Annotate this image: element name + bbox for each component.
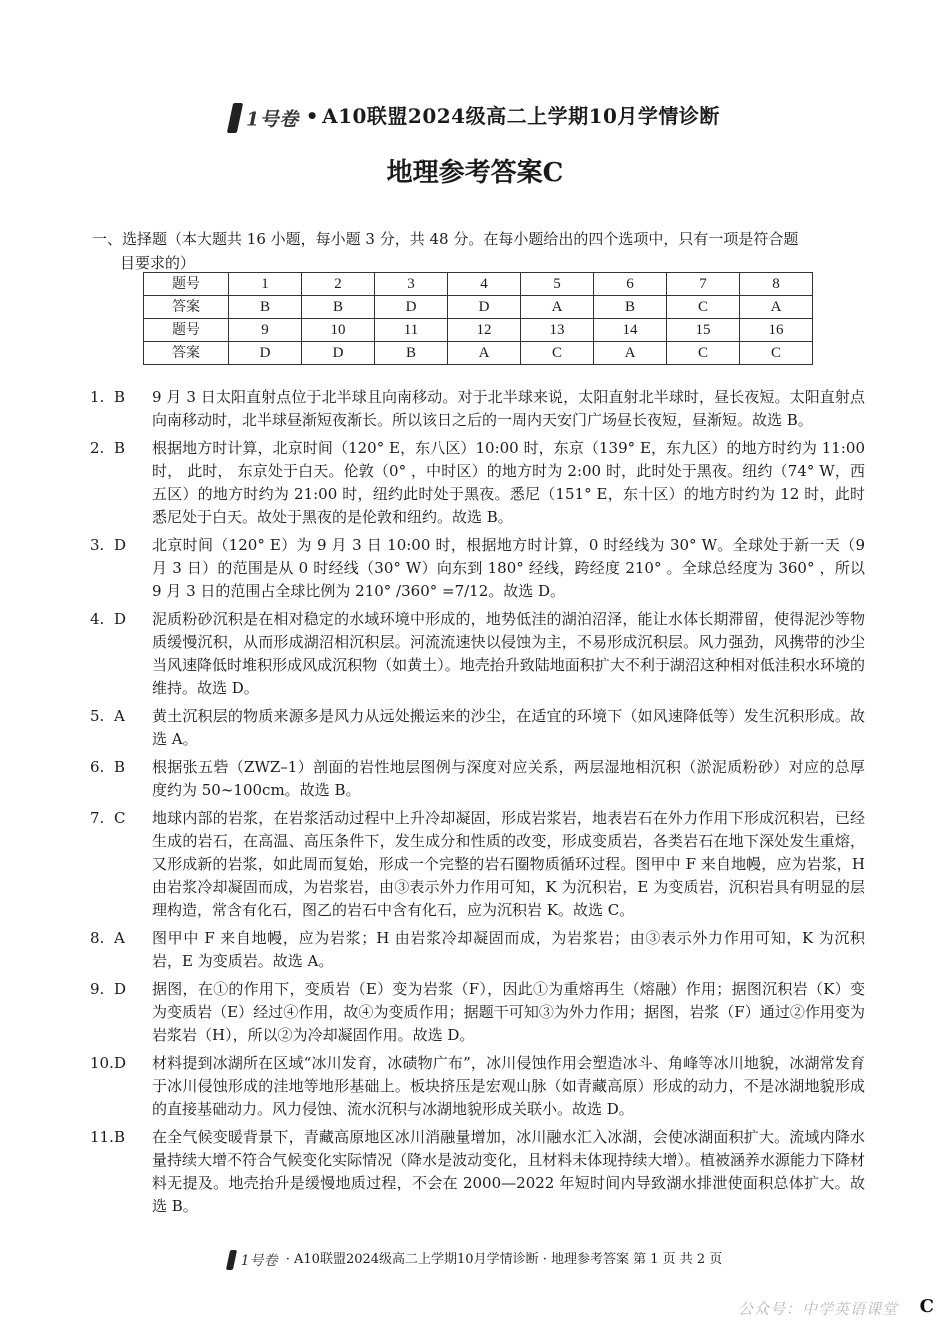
cell: C (667, 342, 740, 365)
cell: A (448, 342, 521, 365)
cell: 13 (521, 319, 594, 342)
item-number: 9. (90, 980, 105, 998)
item-text: 黄土沉积层的物质来源多是风力从远处搬运来的沙尘，在适宜的环境下（如风速降低等）发生沉积形成。故选 A。 (152, 707, 865, 748)
footer-brand-text: 1号卷 (240, 1252, 278, 1269)
item-text: 9 月 3 日太阳直射点位于北半球且向南移动。对于北半球来说，太阳直射北半球时，昼长夜短。太阳直射点向南移动时，北半球昼渐短夜渐长。所以该日之后的一周内天安门广场昼长夜短，昼渐短。故选 B。 (152, 388, 865, 429)
brand-mark-icon (227, 103, 243, 133)
explanation-item (90, 608, 865, 700)
brand-mark-icon (226, 1250, 237, 1270)
row-label: 答案 (144, 296, 229, 319)
cell: D (229, 342, 302, 365)
explanation-item (90, 978, 865, 1047)
explanation-item (90, 705, 865, 751)
section-heading-line1: 一、选择题（本大题共 16 小题，每小题 3 分，共 48 分。在每小题给出的四个选项中，只有一项是符合题 (92, 230, 799, 248)
item-number: 2. (90, 439, 105, 457)
item-text: 泥质粉砂沉积是在相对稳定的水域环境中形成的，地势低洼的湖泊沼泽，能让水体长期滞留，使得泥沙等物质缓慢沉积，从而形成湖沼相沉积层。河流流速快以侵蚀为主，不易形成沉积层。风力强劲，风携带的沙尘当风速降低时堆积形成风成沉积物（如黄土）。地壳抬升致陆地面积扩大不利于湖沼这种相对低洼积水环境的维持。故选 D。 (152, 610, 865, 697)
explanation-item (90, 807, 865, 922)
page-title: 地理参考答案C (386, 158, 564, 188)
cell: B (229, 296, 302, 319)
item-number: 8. (90, 929, 105, 947)
item-number: 11. (90, 1128, 114, 1146)
item-text: 根据张五砦（ZWZ–1）剖面的岩性地层图例与深度对应关系，两层湿地相沉积（淤泥质粉砂）对应的总厚度约为 50~100cm。故选 B。 (152, 758, 865, 799)
section-heading-line2: 目要求的） (120, 254, 196, 272)
cell: C (667, 296, 740, 319)
cell: A (521, 296, 594, 319)
cell: C (521, 342, 594, 365)
explanation-item (90, 756, 865, 802)
brand-text: 1号卷 (246, 108, 299, 130)
page-header (0, 100, 950, 133)
item-text: 根据地方时计算，北京时间（120° E，东八区）10:00 时，东京（139° E，东九区）的地方时约为 11:00 时， 此时， 东京处于白天。伦敦（0° ，中时区）的地方时为 2:00 时，此时处于黑夜。纽约（74° W，西五区）的地方时约为 21:00 时，纽约此时处于黑夜。悉尼（151° E，东十区）的地方时约为 12 时，此时悉尼处于白天。故处于黑夜的是伦敦和纽约。故选 B。 (152, 439, 865, 526)
cell: 9 (229, 319, 302, 342)
item-text: 图甲中 F 来自地幔，应为岩浆；H 由岩浆冷却凝固而成，为岩浆岩；由③表示外力作用可知，K 为沉积岩，E 为变质岩。故选 A。 (152, 929, 865, 970)
cell: 15 (667, 319, 740, 342)
explanation-list (90, 386, 865, 1223)
footer-text: A10联盟2024级高二上学期10月学情诊断 · 地理参考答案 第 1 页 共 2 页 (294, 1252, 723, 1267)
item-number: 5. (90, 707, 105, 725)
cell: 1 (229, 273, 302, 296)
answer-table-row-numbers-1 (144, 273, 813, 296)
header-title: A10联盟2024级高二上学期10月学情诊断 (322, 104, 720, 128)
cell: D (448, 296, 521, 319)
cell: B (302, 296, 375, 319)
explanation-item (90, 534, 865, 603)
explanation-item (90, 1126, 865, 1218)
cell: A (594, 342, 667, 365)
item-text: 材料提到冰湖所在区域“冰川发育，冰碛物广布”，冰川侵蚀作用会塑造冰斗、角峰等冰川地貌，冰湖常发育于冰川侵蚀形成的洼地等地形基础上。板块挤压是宏观山脉（如青藏高原）形成的动力，不是冰湖地貌形成的直接基础动力。风力侵蚀、流水沉积与冰湖地貌形成关联小。故选 D。 (152, 1054, 865, 1118)
answer-table-row-answers-2 (144, 342, 813, 365)
cell: C (740, 342, 813, 365)
cell: D (375, 296, 448, 319)
cell: 14 (594, 319, 667, 342)
cell: 16 (740, 319, 813, 342)
item-text: 地球内部的岩浆，在岩浆活动过程中上升冷却凝固，形成岩浆岩，地表岩石在外力作用下形成沉积岩，已经生成的岩石，在高温、高压条件下，发生成分和性质的改变，形成变质岩，各类岩石在地下深处发生重熔，又形成新的岩浆，如此周而复始，形成一个完整的岩石圈物质循环过程。图甲中 F 来自地幔，应为岩浆，H 由岩浆冷却凝固而成，为岩浆岩，由③表示外力作用可知，K 为沉积岩，E 为变质岩，沉积岩具有明显的层理构造，常含有化石，图乙的岩石中含有化石，应为沉积岩 K。故选 C。 (152, 809, 865, 919)
item-answer: A (114, 929, 125, 947)
cell: 12 (448, 319, 521, 342)
brand-logo (230, 103, 299, 133)
item-text: 据图，在①的作用下，变质岩（E）变为岩浆（F），因此①为重熔再生（熔融）作用；据图沉积岩（K）变为变质岩（E）经过④作用，故④为变质作用；据题干可知③为外力作用；据图，岩浆（F）通过②作用变为岩浆岩（H），所以②为冷却凝固作用。故选 D。 (152, 980, 865, 1044)
cell: 11 (375, 319, 448, 342)
cell: 3 (375, 273, 448, 296)
cell: 4 (448, 273, 521, 296)
row-label: 题号 (144, 273, 229, 296)
item-answer: D (114, 536, 127, 554)
page-footer: 1号卷 · A10联盟2024级高二上学期10月学情诊断 · 地理参考答案 第 1 页 共 2 页 (0, 1248, 950, 1270)
cell: 7 (667, 273, 740, 296)
item-answer: D (114, 610, 127, 628)
item-number: 1. (90, 388, 105, 406)
answer-table-row-numbers-2 (144, 319, 813, 342)
explanation-item (90, 1052, 865, 1121)
section-heading (92, 227, 862, 275)
footer-brand-logo (228, 1250, 278, 1270)
item-answer: B (114, 1128, 126, 1146)
item-number: 4. (90, 610, 105, 628)
cell: 5 (521, 273, 594, 296)
answer-table (143, 272, 813, 365)
explanation-item (90, 386, 865, 432)
corner-letter: C (919, 1296, 934, 1317)
item-answer: B (114, 758, 126, 776)
cell: D (302, 342, 375, 365)
item-number: 6. (90, 758, 105, 776)
cell: B (594, 296, 667, 319)
item-text: 北京时间（120° E）为 9 月 3 日 10:00 时，根据地方时计算，0 时经线为 30° W。全球处于新一天（9 月 3 日）的范围是从 0 时经线（30° W）向东到 180° 经线，跨经度 210° 。全球总经度为 360° ，所以 9 月 3 日的范围占全球比例为 210° /360° =7/12。故选 D。 (152, 536, 865, 600)
item-answer: B (114, 439, 126, 457)
item-number: 3. (90, 536, 105, 554)
row-label: 答案 (144, 342, 229, 365)
item-answer: D (114, 1054, 127, 1072)
explanation-item (90, 927, 865, 973)
header-dot: • (305, 104, 320, 128)
cell: A (740, 296, 813, 319)
item-number: 10. (90, 1054, 114, 1072)
row-label: 题号 (144, 319, 229, 342)
cell: 10 (302, 319, 375, 342)
item-answer: C (114, 809, 126, 827)
cell: B (375, 342, 448, 365)
answer-table-row-answers-1 (144, 296, 813, 319)
item-number: 7. (90, 809, 105, 827)
item-answer: B (114, 388, 126, 406)
cell: 2 (302, 273, 375, 296)
item-answer: A (114, 707, 125, 725)
cell: 6 (594, 273, 667, 296)
cell: 8 (740, 273, 813, 296)
item-text: 在全气候变暖背景下，青藏高原地区冰川消融量增加，冰川融水汇入冰湖，会使冰湖面积扩大。流域内降水量持续大增不符合气候变化实际情况（降水是波动变化，且材料未体现持续大增）。植被涵养水源能力下降材料无提及。地壳抬升是缓慢地质过程，不会在 2000—2022 年短时间内导致湖水排泄使面积总体扩大。故选 B。 (152, 1128, 865, 1215)
watermark: 公众号：中学英语课堂 (737, 1300, 898, 1318)
item-answer: D (114, 980, 127, 998)
explanation-item (90, 437, 865, 529)
